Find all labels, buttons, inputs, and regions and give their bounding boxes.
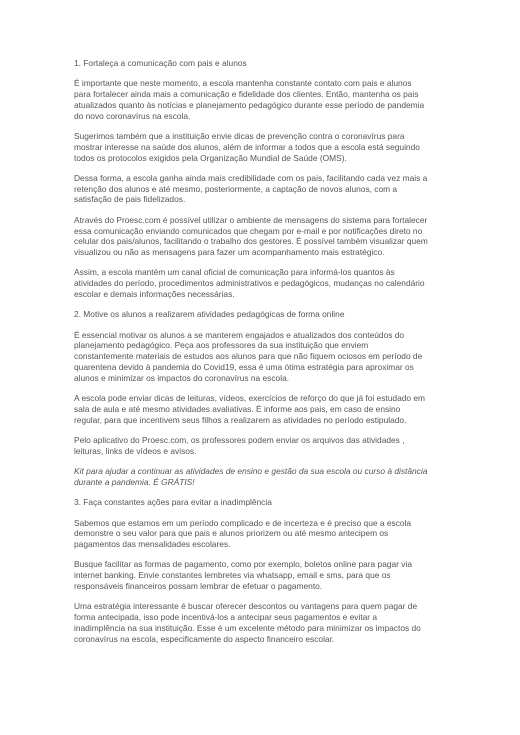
paragraph-line: do novo coronavírus na escola. — [74, 110, 191, 121]
paragraph-line: para fortalecer ainda mais a comunicação e fidelidade dos clientes. Então, mantenha os pais — [74, 89, 419, 100]
paragraph-line: pagamentos das mensalidades escolares. — [74, 539, 231, 550]
paragraph — [74, 393, 454, 425]
promo-note-line: Kit para ajudar a continuar as atividades de ensino e gestão da sua escola ou curso à distância — [74, 466, 428, 477]
paragraph-line: todos os protocolos exigidos pela Organização Mundial de Saúde (OMS). — [74, 152, 347, 163]
paragraph-line: internet banking. Envie constantes lembretes via whatsapp, email e sms, para que os — [74, 570, 391, 581]
paragraph — [74, 330, 454, 384]
paragraph — [74, 435, 454, 457]
section-heading: 2. Motive os alunos a realizarem atividades pedagógicas de forma online — [74, 309, 345, 320]
paragraph-line: Busque facilitar as formas de pagamento, como por exemplo, boletos online para pagar via — [74, 559, 412, 570]
paragraph-line: forma antecipada, isso pode incentivá-los a antecipar seus pagamentos e evitar a — [74, 612, 378, 623]
paragraph-line: Uma estratégia interessante é buscar oferecer descontos ou vantagens para quem pagar de — [74, 601, 418, 612]
section-heading: 3. Faça constantes ações para evitar a inadimplência — [74, 497, 272, 508]
paragraph-line: celular dos pais/alunos, facilitando o trabalho dos gestores. É possível também visualizar quem — [74, 236, 428, 247]
paragraph-line: escolar e demais informações necessárias. — [74, 289, 235, 300]
paragraph-line: constantemente materiais de estudos aos alunos para que não fiquem ociosos em período de — [74, 351, 423, 362]
paragraph — [74, 601, 454, 644]
paragraph-line: Sabemos que estamos em um período complicado e de incerteza e é preciso que a escola — [74, 517, 412, 528]
document-body — [74, 58, 454, 654]
paragraph-line: alunos e minimizar os impactos do coronavírus na escola. — [74, 372, 290, 383]
paragraph-line: sala de aula e até mesmo atividades avaliativas. É informe aos pais, em caso de ensino — [74, 403, 401, 414]
paragraph-line: Assim, a escola mantém um canal oficial de comunicação para informá-los quantos às — [74, 267, 395, 278]
paragraph-line: atualizados quanto às notícias e planejamento pedagógico durante esse período de pandemia — [74, 99, 425, 110]
paragraph — [74, 559, 454, 591]
paragraph — [74, 131, 454, 163]
paragraph-line: atividades do período, procedimentos administrativos e pedagógicos, mudanças no calendário — [74, 278, 425, 289]
paragraph-line: Dessa forma, a escola ganha ainda mais credibilidade com os pais, facilitando cada vez mais a — [74, 172, 428, 183]
paragraph-line: mostrar interesse na saúde dos alunos, além de informar a todos que a escola está seguindo — [74, 141, 420, 152]
paragraph-line: demonstre o seu valor para que pais e alunos priorizem ou até mesmo antecipem os — [74, 528, 389, 539]
paragraph-line: É essencial motivar os alunos a se manterem engajados e atualizados dos conteúdos do — [74, 329, 405, 340]
paragraph-line: É importante que neste momento, a escola mantenha constante contato com pais e alunos — [74, 78, 412, 89]
paragraph-line: A escola pode enviar dicas de leituras, vídeos, exercícios de reforço do que já foi estudado em — [74, 393, 426, 404]
paragraph-line: quarentena devido à pandemia do Covid19, essa é uma ótima estratégia para aproximar os — [74, 362, 414, 373]
paragraph-line: Sugerimos também que a instituição envie dicas de prevenção contra o coronavírus para — [74, 130, 405, 141]
paragraph — [74, 267, 454, 299]
promo-note-line: durante a pandemia. É GRÁTIS! — [74, 476, 195, 487]
promo-note — [74, 466, 454, 488]
section-heading: 1. Fortaleça a comunicação com pais e alunos — [74, 58, 247, 68]
paragraph — [74, 173, 454, 205]
paragraph — [74, 215, 454, 258]
paragraph — [74, 518, 454, 550]
paragraph-line: visualizou ou não as mensagens para fazer um acompanhamento mais estratégico. — [74, 247, 385, 258]
paragraph-line: responsáveis financeiros possam lembrar de efetuar o pagamento. — [74, 580, 323, 591]
paragraph-line: satisfação de pais fidelizados. — [74, 194, 186, 205]
paragraph-line: regular, para que incentivem seus filhos a realizarem as atividades no período estipulado. — [74, 414, 407, 425]
paragraph-line: leituras, links de vídeos e avisos. — [74, 445, 197, 456]
paragraph-line: coronavírus na escola, especificamente do aspecto financeiro escolar. — [74, 633, 335, 644]
paragraph — [74, 78, 454, 121]
paragraph-line: Pelo aplicativo do Proesc.com, os professores podem enviar os arquivos das atividades , — [74, 435, 405, 446]
paragraph-line: essa comunicação enviando comunicados que chegam por e-mail e por notificações direto no — [74, 225, 423, 236]
paragraph-line: inadimplência na sua instituição. Esse é um excelente método para minimizar os impactos do — [74, 622, 421, 633]
paragraph-line: Através do Proesc.com é possível utilizar o ambiente de mensagens do sistema para fortalecer — [74, 214, 428, 225]
paragraph-line: planejamento pedagógico. Peça aos professores da sua instituição que enviem — [74, 340, 369, 351]
paragraph-line: retenção dos alunos e até mesmo, posteriormente, a captação de novos alunos, com a — [74, 183, 398, 194]
